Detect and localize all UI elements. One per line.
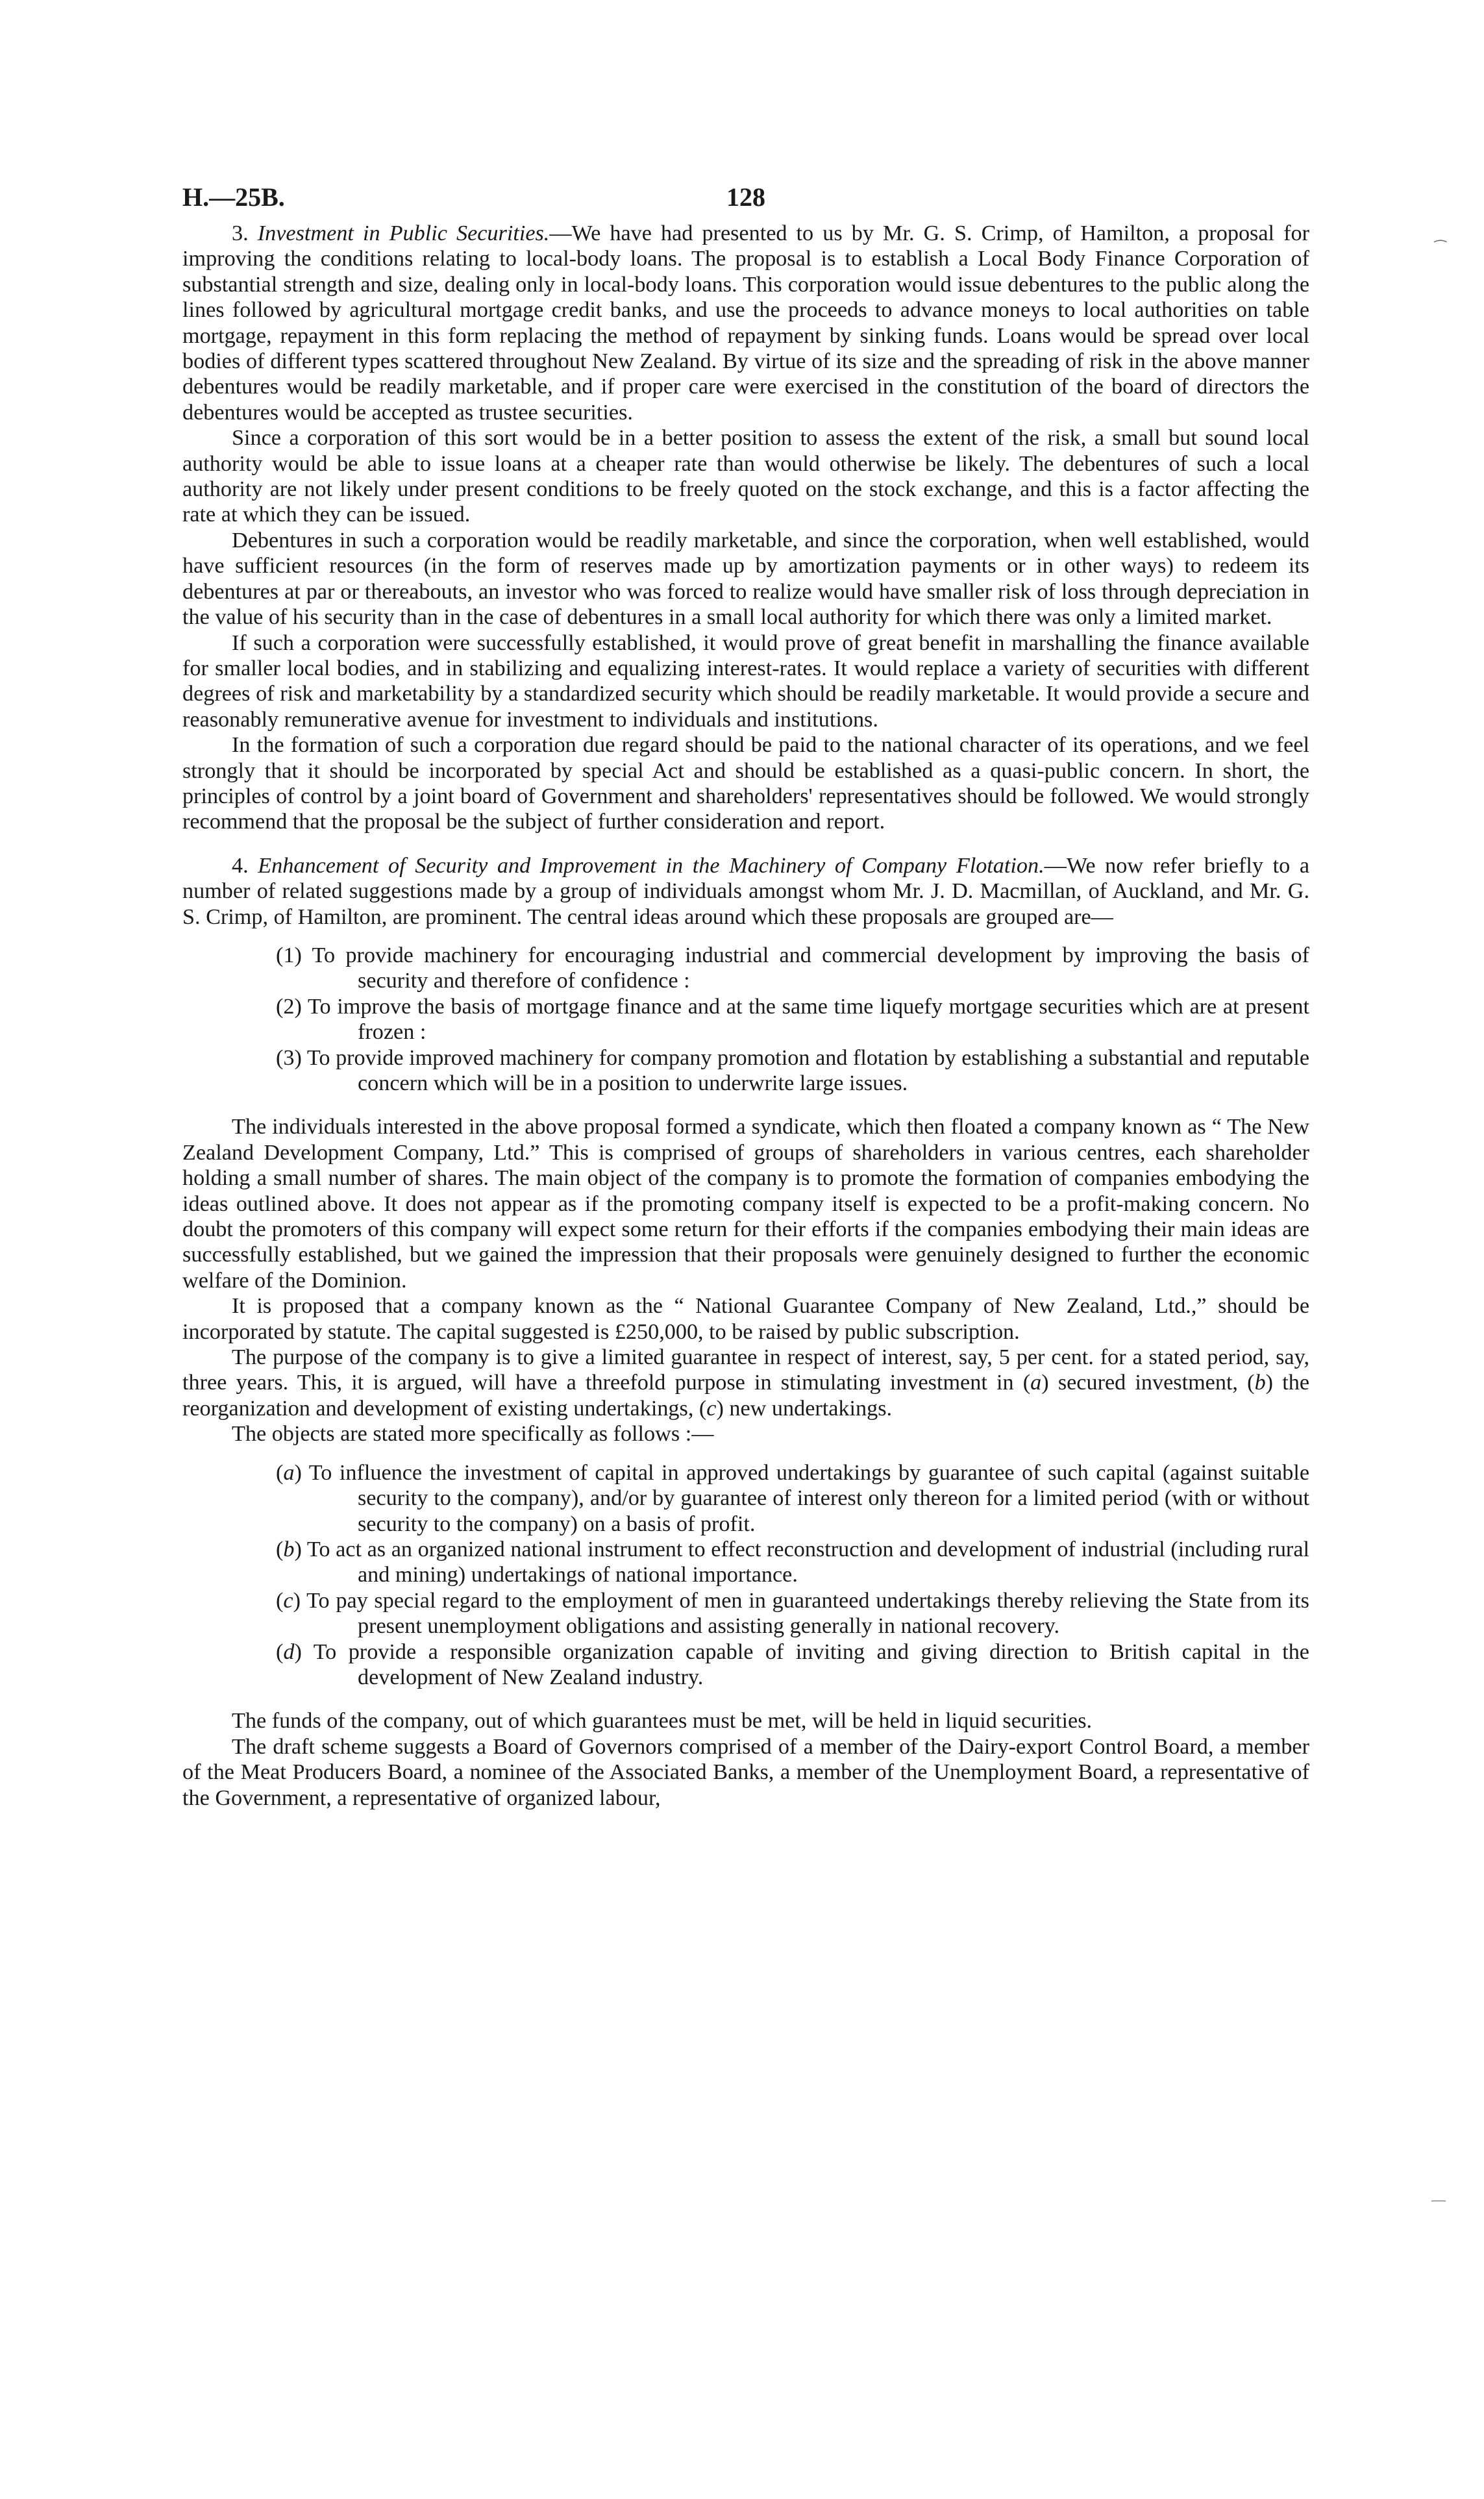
paragraph: The purpose of the company is to give a limited guarantee in respect of interest, say, 5 per cent. for a stated period, say, three years. This, it is argued, will have a threefold purpose in stimulating investment in (a) secured investment, (b) the reorganization and development of existing undertakings, (c) new undertakings. bbox=[182, 1345, 1309, 1421]
paragraph: The objects are stated more specifically as follows :— bbox=[232, 1422, 714, 1447]
list-item: (c) To pay special regard to the employment of men in guaranteed undertakings thereby relieving the State from its present unemployment obligations and assisting generally in national recovery. bbox=[276, 1588, 1309, 1639]
list-item: (a) To influence the investment of capital in approved undertakings by guarantee of such capital (against suitable security to the company), and/or by guarantee of interest only thereon for a limited period (with or without security to the company) on a basis of profit. bbox=[276, 1460, 1309, 1536]
section-3-number: 3. bbox=[232, 221, 249, 245]
paragraph: The funds of the company, out of which guarantees must be met, will be held in liquid securities. bbox=[232, 1709, 1093, 1734]
list-item: (2) To improve the basis of mortgage finance and at the same time liquefy mortgage securities which are at present frozen : bbox=[276, 994, 1309, 1045]
list-item: (d) To provide a responsible organization capable of inviting and giving direction to British capital in the development of New Zealand industry. bbox=[276, 1639, 1309, 1689]
body-text bbox=[182, 221, 1309, 1811]
list-item: (b) To act as an organized national instrument to effect reconstruction and development of industrial (including rural and mining) undertakings of national importance. bbox=[276, 1537, 1309, 1587]
section-4-number: 4. bbox=[232, 853, 249, 878]
objects-list bbox=[182, 1460, 1309, 1691]
paragraph: In the formation of such a corporation due regard should be paid to the national character of its operations, and we feel strongly that it should be incorporated by special Act and should be established as a quasi-public concern. In short, the principles of control by a joint board of Government and shareholders' representatives should be followed. We would strongly recommend that the proposal be the subject of further consideration and report. bbox=[182, 733, 1309, 834]
paragraph: The individuals interested in the above proposal formed a syndicate, which then floated a company known as “ The New Zealand Development Company, Ltd.” This is comprised of groups of shareholders in various centres, each shareholder holding a small number of shares. The main object of the company is to promote the formation of companies embodying the ideas outlined above. It does not appear as if the promoting company itself is expected to be a profit-making concern. No doubt the promoters of this company will expect some return for their efforts if the companies embodying their main ideas are successfully established, but we gained the impression that their proposals were genuinely designed to further the economic welfare of the Dominion. bbox=[182, 1115, 1309, 1293]
paragraph: Since a corporation of this sort would be in a better position to assess the extent of the risk, a small but sound local authority would be able to issue loans at a cheaper rate than would otherwise be likely. The debentures of such a local authority are not likely under present conditions to be freely quoted on the stock exchange, and this is a factor affecting the rate at which they can be issued. bbox=[182, 426, 1309, 527]
section-4-title: Enhancement of Security and Improvement in the Machinery of Company Flotation. bbox=[258, 853, 1045, 878]
section-3-paragraph: 3. Investment in Public Securities.—We have had presented to us by Mr. G. S. Crimp, of Hamilton, a proposal for improving the conditions relating to local-body loans. The proposal is to establish a Local Body Finance Corporation of substantial strength and size, dealing only in local-body loans. This corporation would issue debentures to the public along the lines followed by agricultural mortgage credit banks, and use the proceeds to advance moneys to local authorities on table mortgage, repayment in this form replacing the method of repayment by sinking funds. Loans would be spread over local bodies of different types scattered throughout New Zealand. By virtue of its size and the spreading of risk in the above manner debentures would be readily marketable, and if proper care were exercised in the constitution of the board of directors the debentures would be accepted as trustee securities. bbox=[182, 221, 1310, 425]
document-page bbox=[182, 182, 1309, 1811]
margin-mark: — bbox=[1431, 2191, 1446, 2207]
section-3-title: Investment in Public Securities. bbox=[257, 221, 550, 245]
paragraph: The draft scheme suggests a Board of Governors comprised of a member of the Dairy-export Control Board, a member of the Meat Producers Board, a nominee of the Associated Banks, a member of the Unemployment Board, a representative of the Government, a representative of organized labour, bbox=[182, 1734, 1309, 1810]
section-4-paragraph: 4. Enhancement of Security and Improvement in the Machinery of Company Flotation.—We now refer briefly to a number of related suggestions made by a group of individuals amongst whom Mr. J. D. Macmillan, of Auckland, and Mr. G. S. Crimp, of Hamilton, are prominent. The central ideas around which these proposals are grouped are— bbox=[182, 853, 1310, 929]
paragraph: Debentures in such a corporation would be readily marketable, and since the corporation, when well established, would have sufficient resources (in the form of reserves made up by amortization payments or in other ways) to redeem its debentures at par or thereabouts, an investor who was forced to realize would have smaller risk of loss through depreciation in the value of his security than in the case of debentures in a small local authority for which there was only a limited market. bbox=[182, 528, 1309, 630]
margin-mark: ⁀ bbox=[1435, 240, 1446, 256]
central-ideas-list bbox=[182, 943, 1309, 1096]
list-item: (3) To provide improved machinery for company promotion and flotation by establishing a substantial and reputable concern which will be in a position to underwrite large issues. bbox=[276, 1045, 1309, 1095]
page-number: 128 bbox=[726, 182, 765, 212]
page-header bbox=[182, 182, 1309, 221]
list-item: (1) To provide machinery for encouraging industrial and commercial development by improving the basis of security and therefore of confidence : bbox=[276, 943, 1309, 993]
paragraph: If such a corporation were successfully established, it would prove of great benefit in marshalling the finance available for smaller local bodies, and in stabilizing and equalizing interest-rates. It would replace a variety of securities with different degrees of risk and marketability by a standardized security which should be readily marketable. It would provide a secure and reasonably remunerative avenue for investment to individuals and institutions. bbox=[182, 630, 1309, 732]
document-reference: H.—25B. bbox=[182, 182, 285, 212]
paragraph: It is proposed that a company known as the “ National Guarantee Company of New Zealand, Ltd.,” should be incorporated by statute. The capital suggested is £250,000, to be raised by public subscription. bbox=[182, 1294, 1309, 1344]
